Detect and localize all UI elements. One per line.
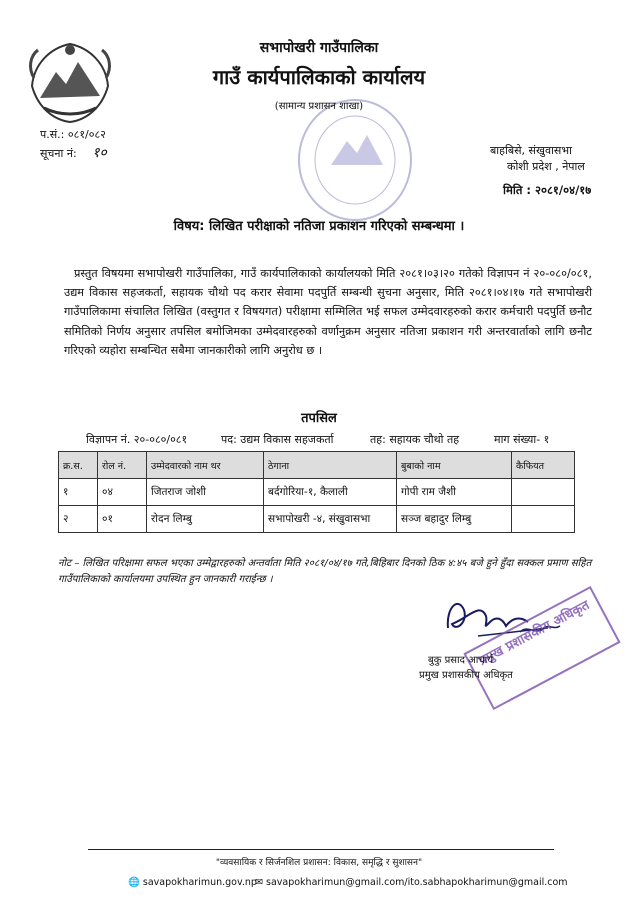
letter-subject: विषय: लिखित परीक्षाको नतिजा प्रकाशन गरिएको सम्बन्धमा । [173, 219, 465, 234]
stamp-text: प्रमुख प्रशासकीय अधिकृत [476, 597, 592, 669]
branch-name: (सामान्य प्रशासन शाखा) [274, 101, 364, 112]
letter-body: प्रस्तुत विषयमा सभापोखरी गाउँपालिका, गाउँ कार्यपालिकाको कार्यालयको मिति २०८१।०३।२० गतेको विज्ञापन नं २०-०८०/०८१, उद्यम विकास सहजकर्ता, सहायक चौथो पद करार सेवामा पदपुर्ति सम्बन्धी सुचना अनुसार, मिति २०८१।०४।१७ गते सभापोखरी गाउँपालिकामा संचालित लिखित (वस्तुगत र विषयगत) परीक्षामा सम्मिलित भई सफल उम्मेदवारहरुको करार कर्मचारी पदपुर्ति छनौट समितिको निर्णय अनुसार तपसिल बमोजिमका उम्मेदवारहरुको वर्णानुक्रम अनुसार नतिजा प्रकाशन गरी अन्तरवार्ताको लागि छनौट गरिएको व्यहोरा सम्बन्धित सबैमा जानकारीको लागि अनुरोध छ । [64, 267, 592, 357]
col-remarks: कैफियत [512, 452, 575, 479]
cell-remarks [512, 479, 575, 506]
cell-serial: १ [59, 479, 98, 506]
col-serial: क्र.स. [59, 452, 98, 479]
footer-slogan: "व्यवसायिक र सिर्जनशिल प्रशासन: विकास, समृद्धि र सुशासन" [215, 858, 423, 868]
letter-date: मिति : २०८१/०४/१७ [503, 183, 592, 197]
mail-icon: ✉ [255, 877, 263, 888]
table-row [59, 479, 575, 506]
notice-number [40, 143, 107, 162]
office-name: गाउँ कार्यपालिकाको कार्यालय [212, 65, 426, 89]
address-line-1: बाहबिसे, संखुवासभा [490, 144, 572, 157]
cell-serial: २ [59, 506, 98, 533]
cell-address: बर्दगोरिया-१, कैलाली [264, 479, 397, 506]
signatory-name: बुकु प्रसाद आचार्य [428, 655, 494, 666]
signatory-title: प्रमुख प्रशासकीय अधिकृत [419, 670, 513, 681]
cell-name: जितराज जोशी [147, 479, 264, 506]
demand-count: माग संख्या- १ [494, 433, 550, 446]
footer-divider [88, 849, 554, 850]
col-name: उम्मेदवारको नाम थर [147, 452, 264, 479]
cell-name: रोदन लिम्बु [147, 506, 264, 533]
cell-roll: ०४ [98, 479, 147, 506]
cell-father: सञ्ज बहादुर लिम्बु [397, 506, 512, 533]
tapasil-title: तपसिल [301, 411, 337, 426]
footer-email [255, 877, 568, 888]
org-name: सभापोखरी गाउँपालिका [259, 40, 379, 56]
globe-icon: 🌐 [128, 877, 140, 888]
address-line-2: कोशी प्रदेश , नेपाल [507, 160, 585, 173]
ad-number: विज्ञापन नं. २०-०८०/०८१ [86, 433, 188, 446]
office-seal-stamp [295, 95, 415, 225]
col-father: बुबाको नाम [397, 452, 512, 479]
email-text: savapokharimun@gmail.com/ito.sabhapokharimun@gmail.com [266, 877, 568, 888]
post-name: पद: उद्यम विकास सहजकर्ता [221, 433, 334, 446]
reference-number: प.सं.: ०८१/०८२ [40, 128, 106, 141]
table-header-row [59, 452, 575, 479]
col-roll: रोल नं. [98, 452, 147, 479]
col-address: ठेगाना [264, 452, 397, 479]
post-level: तह: सहायक चौथो तह [370, 433, 460, 446]
results-table [58, 451, 575, 533]
cell-remarks [512, 506, 575, 533]
interview-note: नोट – लिखित परिक्षामा सफल भएका उम्मेद्वारहरुको अन्तर्वाता मिति २०८१/०४/१७ गते,बिहिबार दिनको ठिक ४:४५ बजे हुने हुँदा सक्कल प्रमाण सहित गाउँपालिकाको कार्यालयमा उपस्थित हुन जानकारी गराईन्छ । [58, 558, 592, 585]
notice-label: सूचना नं: [40, 147, 77, 160]
footer-website [128, 877, 257, 888]
cell-father: गोपी राम जैशी [397, 479, 512, 506]
cell-roll: ०१ [98, 506, 147, 533]
website-text: savapokharimun.gov.np [142, 877, 257, 888]
cell-address: सभापोखरी -४, संखुवासभा [264, 506, 397, 533]
table-row [59, 506, 575, 533]
notice-value: १० [92, 145, 107, 161]
